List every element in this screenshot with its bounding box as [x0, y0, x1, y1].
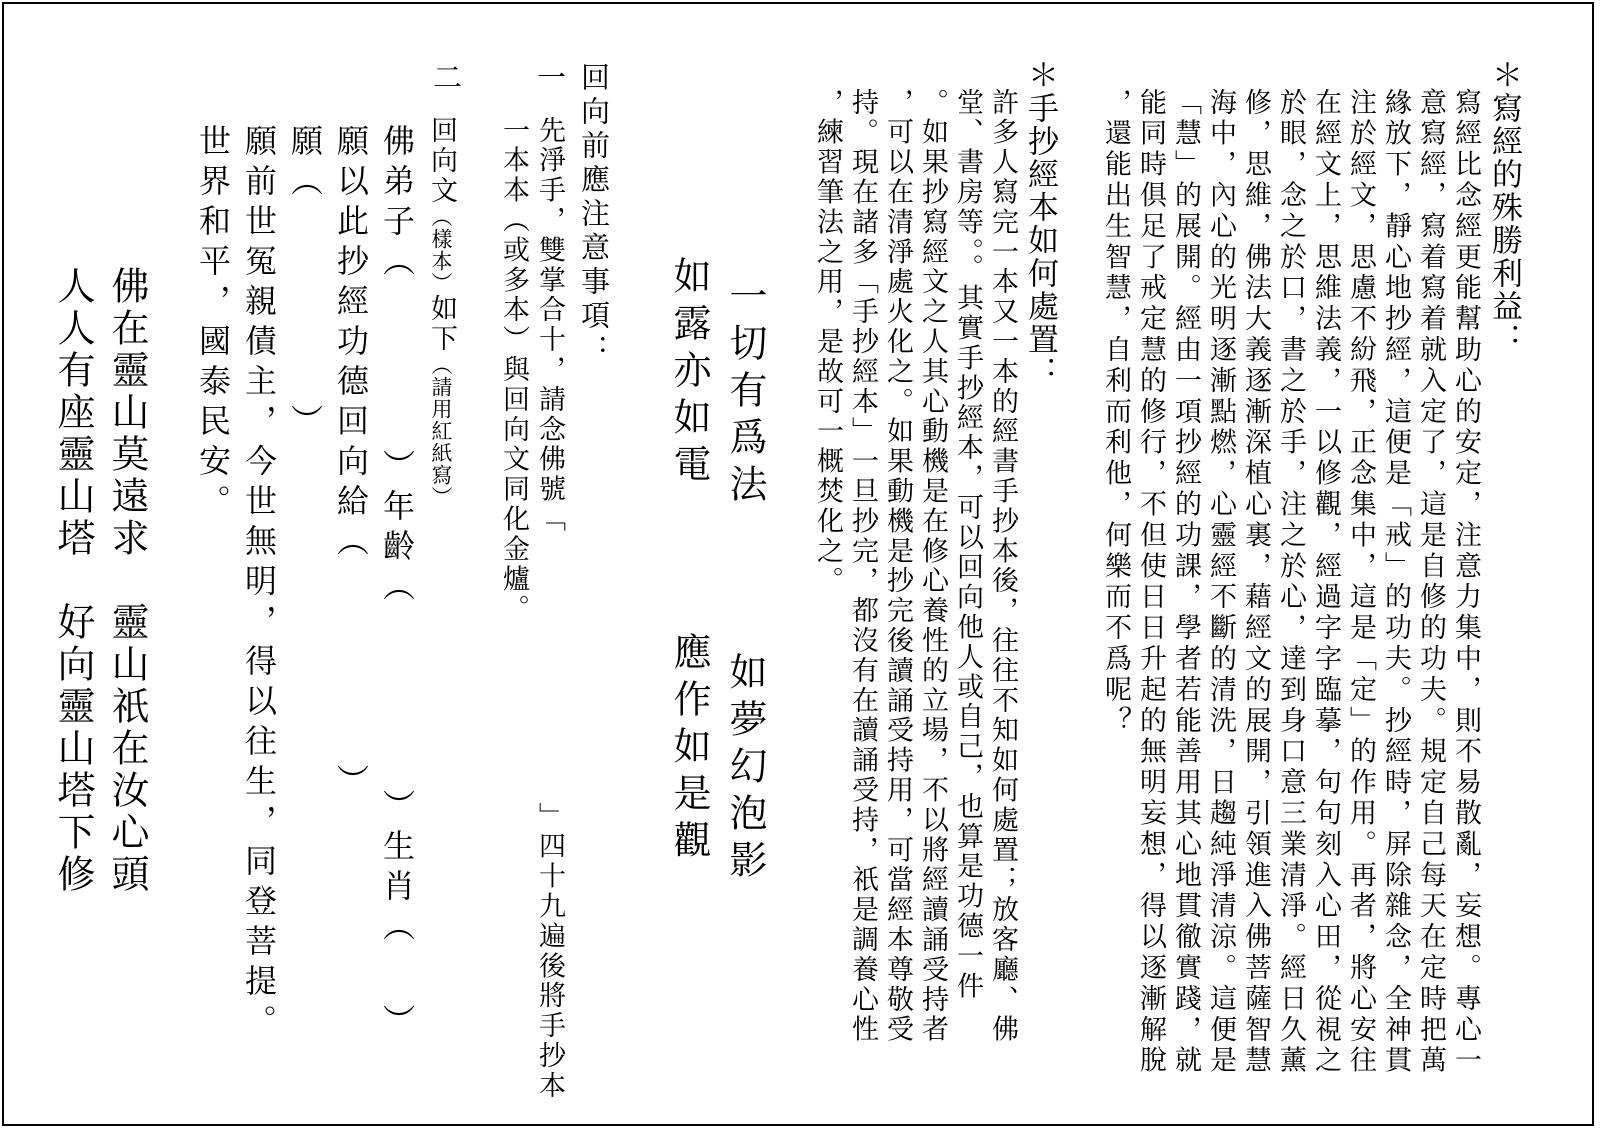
benefits-line: 意寫經，寫着寫着就入定了，這是自修的功夫。規定自己每天在定時把萬 [1415, 88, 1446, 1077]
disposal-line: 。如果抄寫經文之人其心動機是在修心養性的立場，不以將經讀誦受持者 [917, 88, 948, 1045]
notes-item-1-line-1b: 」四十九遍後將手抄本 [534, 802, 565, 1101]
benefits-line: 海中，內心的光明逐漸點燃，心靈經不斷的清洗，日趨純淨清涼。這便是 [1205, 88, 1236, 1077]
benefits-line: 緣放下，靜心地抄經，這便是「戒」的功夫。抄經時，屏除雜念，全神貫 [1380, 88, 1411, 1077]
disposal-line: 持。現在諸多「手抄經本」一旦抄完，都沒有在讀誦受持，祇是調養心性 [847, 88, 878, 1045]
scripture-copying-page [2, 2, 1594, 1126]
closing-verse-line-2: 人人有座靈山塔 好向靈山塔下修 [51, 266, 95, 896]
notes-item-2-intro [428, 116, 455, 508]
intro-as-follows: 如下 [426, 294, 457, 354]
dedication-line-wish: 願（） [286, 124, 324, 444]
dedication-line-creditors: 願前世冤親債主，今世無明，得以往生，同登菩提。 [240, 124, 278, 1044]
benefits-line: 「慧」的展開。經由一項抄經的功課，學者若能善用其心地貫徹實踐，就 [1170, 88, 1201, 1077]
notes-item-1-number: 一 [533, 62, 567, 96]
closing-verse-line-1: 佛在靈山莫遠求 靈山祇在汝心頭 [105, 266, 149, 896]
notes-title: 回向前應注意事項： [577, 62, 611, 368]
dedication-line-recipient: 願以此抄經功德回向給（） [332, 124, 370, 804]
benefits-line: 注於經文，思慮不紛飛，正念集中，這是「定」的作用。再者，將心安往 [1345, 88, 1376, 1077]
notes-item-2-number: 二 [429, 62, 463, 96]
recipient-label: 願以此抄經功德回向給（ [332, 124, 370, 564]
intro-red-paper-note: （請用紅紙寫） [429, 354, 453, 508]
disposal-title: ＊手抄經本如何處置： [1022, 59, 1058, 389]
disposal-line: 許多人寫完一本又一本的經書手抄本後，往往不知如何處置；放客廳、佛 [987, 88, 1018, 1045]
benefits-line: 寫經比念經更能幫助心的安定，注意力集中，則不易散亂，妄想。專心一 [1450, 88, 1481, 1077]
disposal-line: ，練習筆法之用，是故可一概焚化之。 [812, 88, 843, 597]
disciple-label: 佛弟子（ [378, 124, 416, 284]
benefits-line: 於眼，念之於口，書之於手，注之於心，達到身口意三業清淨。經日久薰 [1275, 88, 1306, 1077]
sutra-verse-line-2: 如露亦如電 應作如是觀 [667, 256, 711, 867]
dedication-line-world-peace: 世界和平，國泰民安。 [194, 124, 232, 524]
benefits-line: 在經文上，思維法義，一以修觀，經過字字臨摹，句句刻入心田，從視之 [1310, 88, 1341, 1077]
benefits-title: ＊寫經的殊勝利益： [1486, 59, 1522, 356]
notes-item-1-line-1a: 先淨手，雙掌合十，請念佛號「 [534, 116, 565, 535]
dedication-line-disciple: 佛弟子（）年齡（）生肖（） [378, 124, 416, 1044]
disposal-line: ，可以在清淨處火化之。如果動機是抄完後讀誦受持用，可當經本尊敬受 [882, 88, 913, 1045]
intro-text: 回向文 [426, 116, 457, 206]
benefits-line: 修，思維，佛法大義逐漸深植心裏，藉經文的展開，引領進入佛菩薩智慧 [1240, 88, 1271, 1077]
zodiac-label: ）生肖（ [378, 789, 416, 949]
sutra-verse-line-1: 一切有爲法 如夢幻泡影 [723, 276, 767, 887]
benefits-line: 能同時俱足了戒定慧的修行，不但使日日升起的無明妄想，得以逐漸解脫 [1135, 88, 1166, 1077]
age-label: ）年齡（ [378, 449, 416, 609]
benefits-line: ，還能出生智慧，自利而利他，何樂而不爲呢？ [1100, 88, 1131, 737]
notes-item-1-line-2: 一本本（或多本）與回向文同化金爐。 [498, 116, 529, 625]
disposal-line: 堂、書房等。。其實手抄經本，可以回向他人或自己，也算是功德一件 [952, 88, 983, 1002]
intro-sample: （樣本） [429, 206, 453, 294]
wish-label: 願（ [286, 124, 324, 204]
